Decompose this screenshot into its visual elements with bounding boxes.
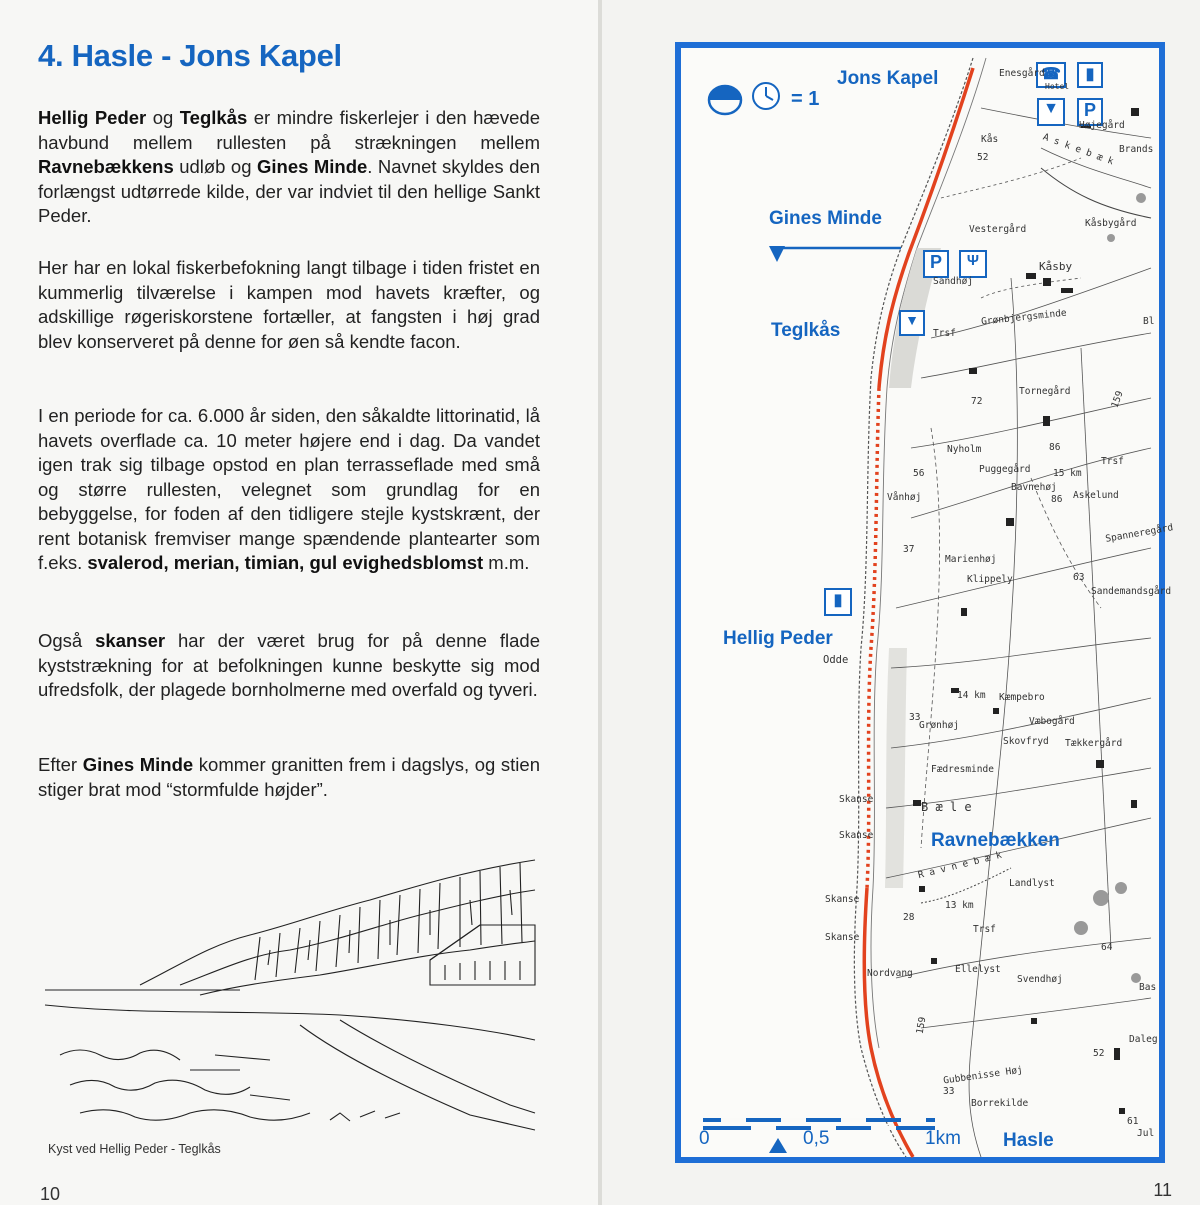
tower-symbol-icon: ▮ <box>1077 62 1103 88</box>
label-height-86b: 86 <box>1051 494 1063 505</box>
text-run: . Navnet skyldes den forlængst udtørrede kilde, der var indviet til den hellige Sankt Peder. <box>38 156 540 226</box>
label-nyholm: Nyholm <box>947 444 982 455</box>
label-skovfryd: Skovfryd <box>1003 736 1049 747</box>
right-page <box>602 0 1200 1205</box>
label-13-km: 13 km <box>945 900 974 911</box>
paragraph-3 <box>38 404 540 576</box>
bold-term: Teglkås <box>179 107 248 128</box>
bold-term: Ravnebækkens <box>38 156 174 177</box>
scale-one-km: 1km <box>925 1128 961 1149</box>
label-marienhoj: Marienhøj <box>945 554 997 565</box>
label-baele: B æ l e <box>921 800 972 814</box>
label-daleg: Daleg <box>1129 1034 1158 1045</box>
label-height-63: 63 <box>1073 572 1085 583</box>
place-teglkas: Teglkås <box>771 320 841 341</box>
label-taekkergard: Tækkergård <box>1065 738 1123 749</box>
label-spanneregard: Spanneregård <box>1104 522 1175 545</box>
map-drawing <box>681 48 1159 1157</box>
text-run: udløb og <box>173 156 257 177</box>
label-svendhoj: Svendhøj <box>1017 974 1063 985</box>
label-kas: Kås <box>981 134 999 145</box>
label-bas: Bas <box>1139 982 1157 993</box>
label-askelund: Askelund <box>1073 490 1119 501</box>
label-trsf-3: Trsf <box>973 924 996 935</box>
text-run: er mindre fiskerlejer i den hævede havbund mellem rullesten på strækningen mellem <box>38 107 541 153</box>
text-run: kommer granitten frem i dagslys, og stien stiger brat mod “stormfulde højder”. <box>38 754 540 800</box>
label-odde: Odde <box>823 654 849 666</box>
label-kasby: Kåsby <box>1039 260 1073 273</box>
left-page <box>0 0 598 1205</box>
label-height-33b: 33 <box>943 1086 955 1097</box>
label-height-52: 52 <box>977 152 989 163</box>
label-height-52b: 52 <box>1093 1048 1105 1059</box>
label-borrekilde: Borrekilde <box>971 1098 1029 1109</box>
bold-term: svalerod, merian, timian, gul evighedsblomst <box>87 552 484 573</box>
parking-icon: P <box>1077 98 1103 126</box>
label-tornegard: Tornegård <box>1019 386 1071 397</box>
label-gronbjergsminde: Grønbjergsminde <box>980 307 1068 328</box>
viewpoint-symbol-icon-2: ▼ <box>899 310 925 336</box>
label-puggegard: Puggegård <box>979 464 1031 475</box>
place-hellig-peder: Hellig Peder <box>723 628 833 649</box>
trail-map <box>675 42 1175 1163</box>
label-ellelyst: Ellelyst <box>955 964 1001 975</box>
label-enesgard: Enesgård <box>999 68 1045 79</box>
label-height-86: 86 <box>1049 442 1061 453</box>
label-vestergard: Vestergård <box>969 224 1027 235</box>
label-height-28: 28 <box>903 912 915 923</box>
label-sandemandsgard: Sandemandsgård <box>1091 586 1172 597</box>
label-landlyst: Landlyst <box>1009 878 1055 889</box>
scale-zero: 0 <box>699 1128 710 1149</box>
label-skanse-4: Skanse <box>825 932 860 943</box>
page-number-left: 10 <box>40 1184 61 1204</box>
label-nordvang: Nordvang <box>867 968 913 979</box>
paragraph-2 <box>38 256 540 354</box>
label-vaebogard: Væbogård <box>1029 716 1075 727</box>
scale-half: 0,5 <box>803 1128 830 1149</box>
label-trsf-1: Trsf <box>933 328 956 339</box>
illustration-caption: Kyst ved Hellig Peder - Teglkås <box>48 1142 221 1156</box>
label-askebaek: A s k e b æ k <box>1041 131 1115 168</box>
label-hotel: Hotel <box>1045 82 1070 91</box>
label-height-64: 64 <box>1101 942 1113 953</box>
legend-time-value: = 1 <box>791 88 820 110</box>
label-faedresminde: Fædresminde <box>931 764 994 775</box>
text-run: Også <box>38 630 96 651</box>
label-height-61: 61 <box>1127 1116 1139 1127</box>
label-vanhoj: Vånhøj <box>887 492 922 503</box>
label-klippely: Klippely <box>967 574 1013 585</box>
label-trsf-2: Trsf <box>1101 456 1124 467</box>
label-road-159a: 159 <box>1109 389 1126 410</box>
label-height-56: 56 <box>913 468 925 479</box>
label-15-km: 15 km <box>1053 468 1082 479</box>
text-run: Her har en lokal fiskerbefokning langt tilbage i tiden fristet en kummerlig tilværelse i kampen mod havets kræfter, og adskillige røgeriskorstene fortæller, at fangsten i høj grad blev konserveret på denne for øen så kendte facon. <box>38 257 540 352</box>
text-run: og <box>146 107 180 128</box>
bold-term: Gines Minde <box>256 156 368 177</box>
label-skanse-2: Skanse <box>839 830 874 841</box>
label-14-km: 14 km <box>957 690 986 701</box>
label-ravnebaek: R a v n e b æ k <box>916 849 1003 882</box>
bold-term: skanser <box>95 630 166 651</box>
label-gronhoj: Grønhøj <box>919 720 960 731</box>
label-height-72: 72 <box>971 396 983 407</box>
label-brands: Brands <box>1119 144 1154 155</box>
label-kasbygard: Kåsbygård <box>1085 218 1137 229</box>
bold-term: Gines Minde <box>82 754 194 775</box>
label-skanse-1: Skanse <box>839 794 874 805</box>
label-bl: Bl <box>1143 316 1155 327</box>
bold-term: Hellig Peder <box>38 107 147 128</box>
label-jul: Jul <box>1137 1128 1155 1139</box>
paragraph-1 <box>38 106 540 229</box>
text-run: I en periode for ca. 6.000 år siden, den såkaldte littorinatid, lå havets overflade ca. 10 meter højere end i dag. Da vandet igen trak sig tilbage opstod en plan terrasseflade med små og større rullesten, velegnet som grundlag for en bebyggelse, for foden af den tidligere stejle kystskrænt, der rent botanisk fremviser mange spændende plantearter som f.eks. <box>38 405 540 573</box>
label-height-37: 37 <box>903 544 915 555</box>
label-sandhoj: Sandhøj <box>933 276 974 287</box>
page-title: 4. Hasle - Jons Kapel <box>38 38 342 73</box>
text-run: Efter <box>38 754 83 775</box>
place-jons-kapel: Jons Kapel <box>837 68 939 89</box>
phone-symbol-icon: ☎ <box>1036 62 1066 88</box>
page-number-right: 11 <box>1153 1180 1172 1200</box>
monument-icon: ▮ <box>824 588 852 616</box>
coast-sketch-illustration <box>40 855 540 1135</box>
label-kaempebro: Kæmpebro <box>999 692 1045 703</box>
text-run: m.m. <box>483 552 530 573</box>
viewpoint-symbol-icon: ▼ <box>1037 98 1065 126</box>
label-hojegard: Højegård <box>1079 120 1125 131</box>
parking-icon-2: P <box>923 250 949 278</box>
label-road-159b: 159 <box>914 1016 929 1035</box>
label-skanse-3: Skanse <box>825 894 860 905</box>
place-ravnebaekken: Ravnebækken <box>931 830 1060 851</box>
label-gubbenisse-hoj: Gubbenisse Høj <box>942 1064 1024 1087</box>
paragraph-4 <box>38 629 540 703</box>
label-height-33: 33 <box>909 712 921 723</box>
restaurant-icon: Ψ <box>959 250 987 278</box>
label-bavnehoj: Bavnehøj <box>1011 482 1057 493</box>
place-hasle: Hasle <box>1003 1130 1054 1151</box>
text-run: har der været brug for på denne flade kyststrækning for at befolkningen kunne beskytte sig mod ufredsfolk, der plagede bornholmerne med overfald og tyveri. <box>38 630 540 700</box>
paragraph-5 <box>38 753 540 802</box>
place-gines-minde: Gines Minde <box>769 208 882 229</box>
